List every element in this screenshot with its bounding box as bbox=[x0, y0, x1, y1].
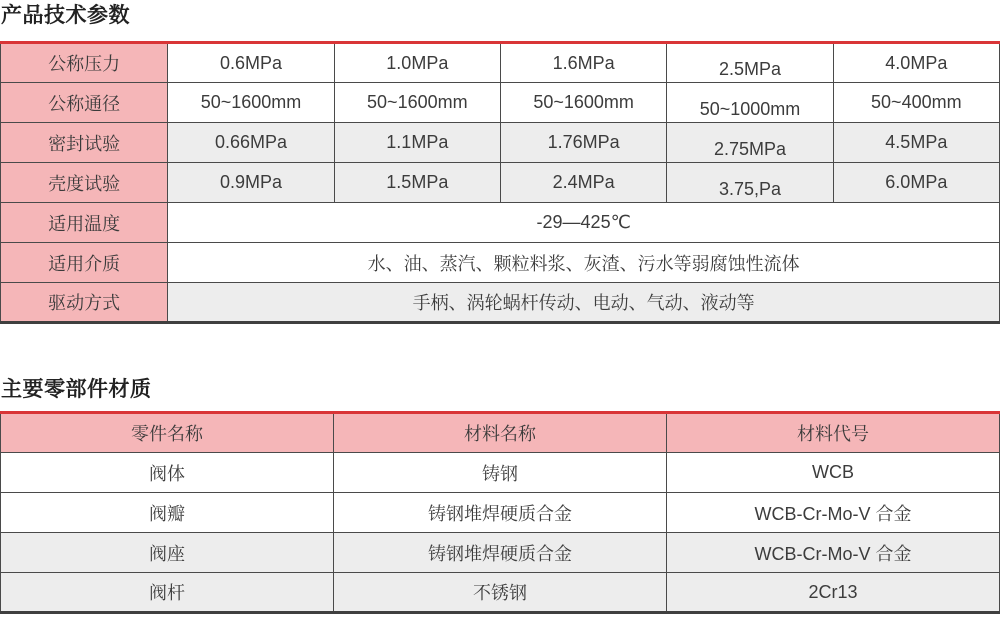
param-value: 50~1600mm bbox=[168, 83, 334, 123]
material-name-cell: 铸钢 bbox=[334, 453, 667, 493]
material-part-cell: 阀杆 bbox=[1, 573, 334, 613]
materials-header-row bbox=[1, 413, 1000, 453]
material-name-cell: 铸钢堆焊硬质合金 bbox=[334, 533, 667, 573]
param-value: 1.1MPa bbox=[334, 123, 500, 163]
param-value: 0.6MPa bbox=[168, 43, 334, 83]
param-value: 4.0MPa bbox=[833, 43, 999, 83]
tech-params-table-body bbox=[1, 43, 1000, 323]
param-value: 3.75,Pa bbox=[667, 163, 833, 203]
param-value: 50~1600mm bbox=[334, 83, 500, 123]
param-value: 2.5MPa bbox=[667, 43, 833, 83]
param-value: 0.66MPa bbox=[168, 123, 334, 163]
material-row bbox=[1, 493, 1000, 533]
materials-table-body bbox=[1, 453, 1000, 613]
material-part-cell: 阀体 bbox=[1, 453, 334, 493]
param-value: 1.6MPa bbox=[500, 43, 666, 83]
param-value: 0.9MPa bbox=[168, 163, 334, 203]
material-row bbox=[1, 533, 1000, 573]
param-value: 2.4MPa bbox=[500, 163, 666, 203]
tech-params-title: 产品技术参数 bbox=[1, 4, 130, 27]
tech-param-row bbox=[1, 243, 1000, 283]
param-value: 1.0MPa bbox=[334, 43, 500, 83]
param-label: 壳度试验 bbox=[1, 163, 168, 203]
materials-table bbox=[0, 411, 1000, 614]
param-label: 公称压力 bbox=[1, 43, 168, 83]
material-part-cell: 阀座 bbox=[1, 533, 334, 573]
material-code-cell: WCB-Cr-Mo-V 合金 bbox=[667, 493, 1000, 533]
tech-param-row bbox=[1, 163, 1000, 203]
param-value: 4.5MPa bbox=[833, 123, 999, 163]
param-value: 6.0MPa bbox=[833, 163, 999, 203]
materials-header-cell: 材料名称 bbox=[334, 413, 667, 453]
materials-header-cell: 零件名称 bbox=[1, 413, 334, 453]
tech-param-row bbox=[1, 203, 1000, 243]
param-value: 50~1000mm bbox=[667, 83, 833, 123]
param-label: 密封试验 bbox=[1, 123, 168, 163]
param-value: 1.5MPa bbox=[334, 163, 500, 203]
param-label: 公称通径 bbox=[1, 83, 168, 123]
param-label: 驱动方式 bbox=[1, 283, 168, 323]
param-merged-value: 水、油、蒸汽、颗粒料浆、灰渣、污水等弱腐蚀性流体 bbox=[168, 243, 1000, 283]
material-name-cell: 铸钢堆焊硬质合金 bbox=[334, 493, 667, 533]
tech-param-row bbox=[1, 123, 1000, 163]
param-merged-value: 手柄、涡轮蜗杆传动、电动、气动、液动等 bbox=[168, 283, 1000, 323]
material-row bbox=[1, 573, 1000, 613]
param-value: 1.76MPa bbox=[500, 123, 666, 163]
param-value: 50~1600mm bbox=[500, 83, 666, 123]
materials-header-cell: 材料代号 bbox=[667, 413, 1000, 453]
param-label: 适用温度 bbox=[1, 203, 168, 243]
param-value: 2.75MPa bbox=[667, 123, 833, 163]
tech-param-row bbox=[1, 43, 1000, 83]
material-code-cell: 2Cr13 bbox=[667, 573, 1000, 613]
material-part-cell: 阀瓣 bbox=[1, 493, 334, 533]
param-value: 50~400mm bbox=[833, 83, 999, 123]
param-merged-value: -29—425℃ bbox=[168, 203, 1000, 243]
material-code-cell: WCB bbox=[667, 453, 1000, 493]
tech-param-row bbox=[1, 283, 1000, 323]
material-row bbox=[1, 453, 1000, 493]
material-name-cell: 不锈钢 bbox=[334, 573, 667, 613]
materials-title: 主要零部件材质 bbox=[1, 378, 152, 401]
tech-param-row bbox=[1, 83, 1000, 123]
tech-params-table bbox=[0, 41, 1000, 324]
param-label: 适用介质 bbox=[1, 243, 168, 283]
material-code-cell: WCB-Cr-Mo-V 合金 bbox=[667, 533, 1000, 573]
